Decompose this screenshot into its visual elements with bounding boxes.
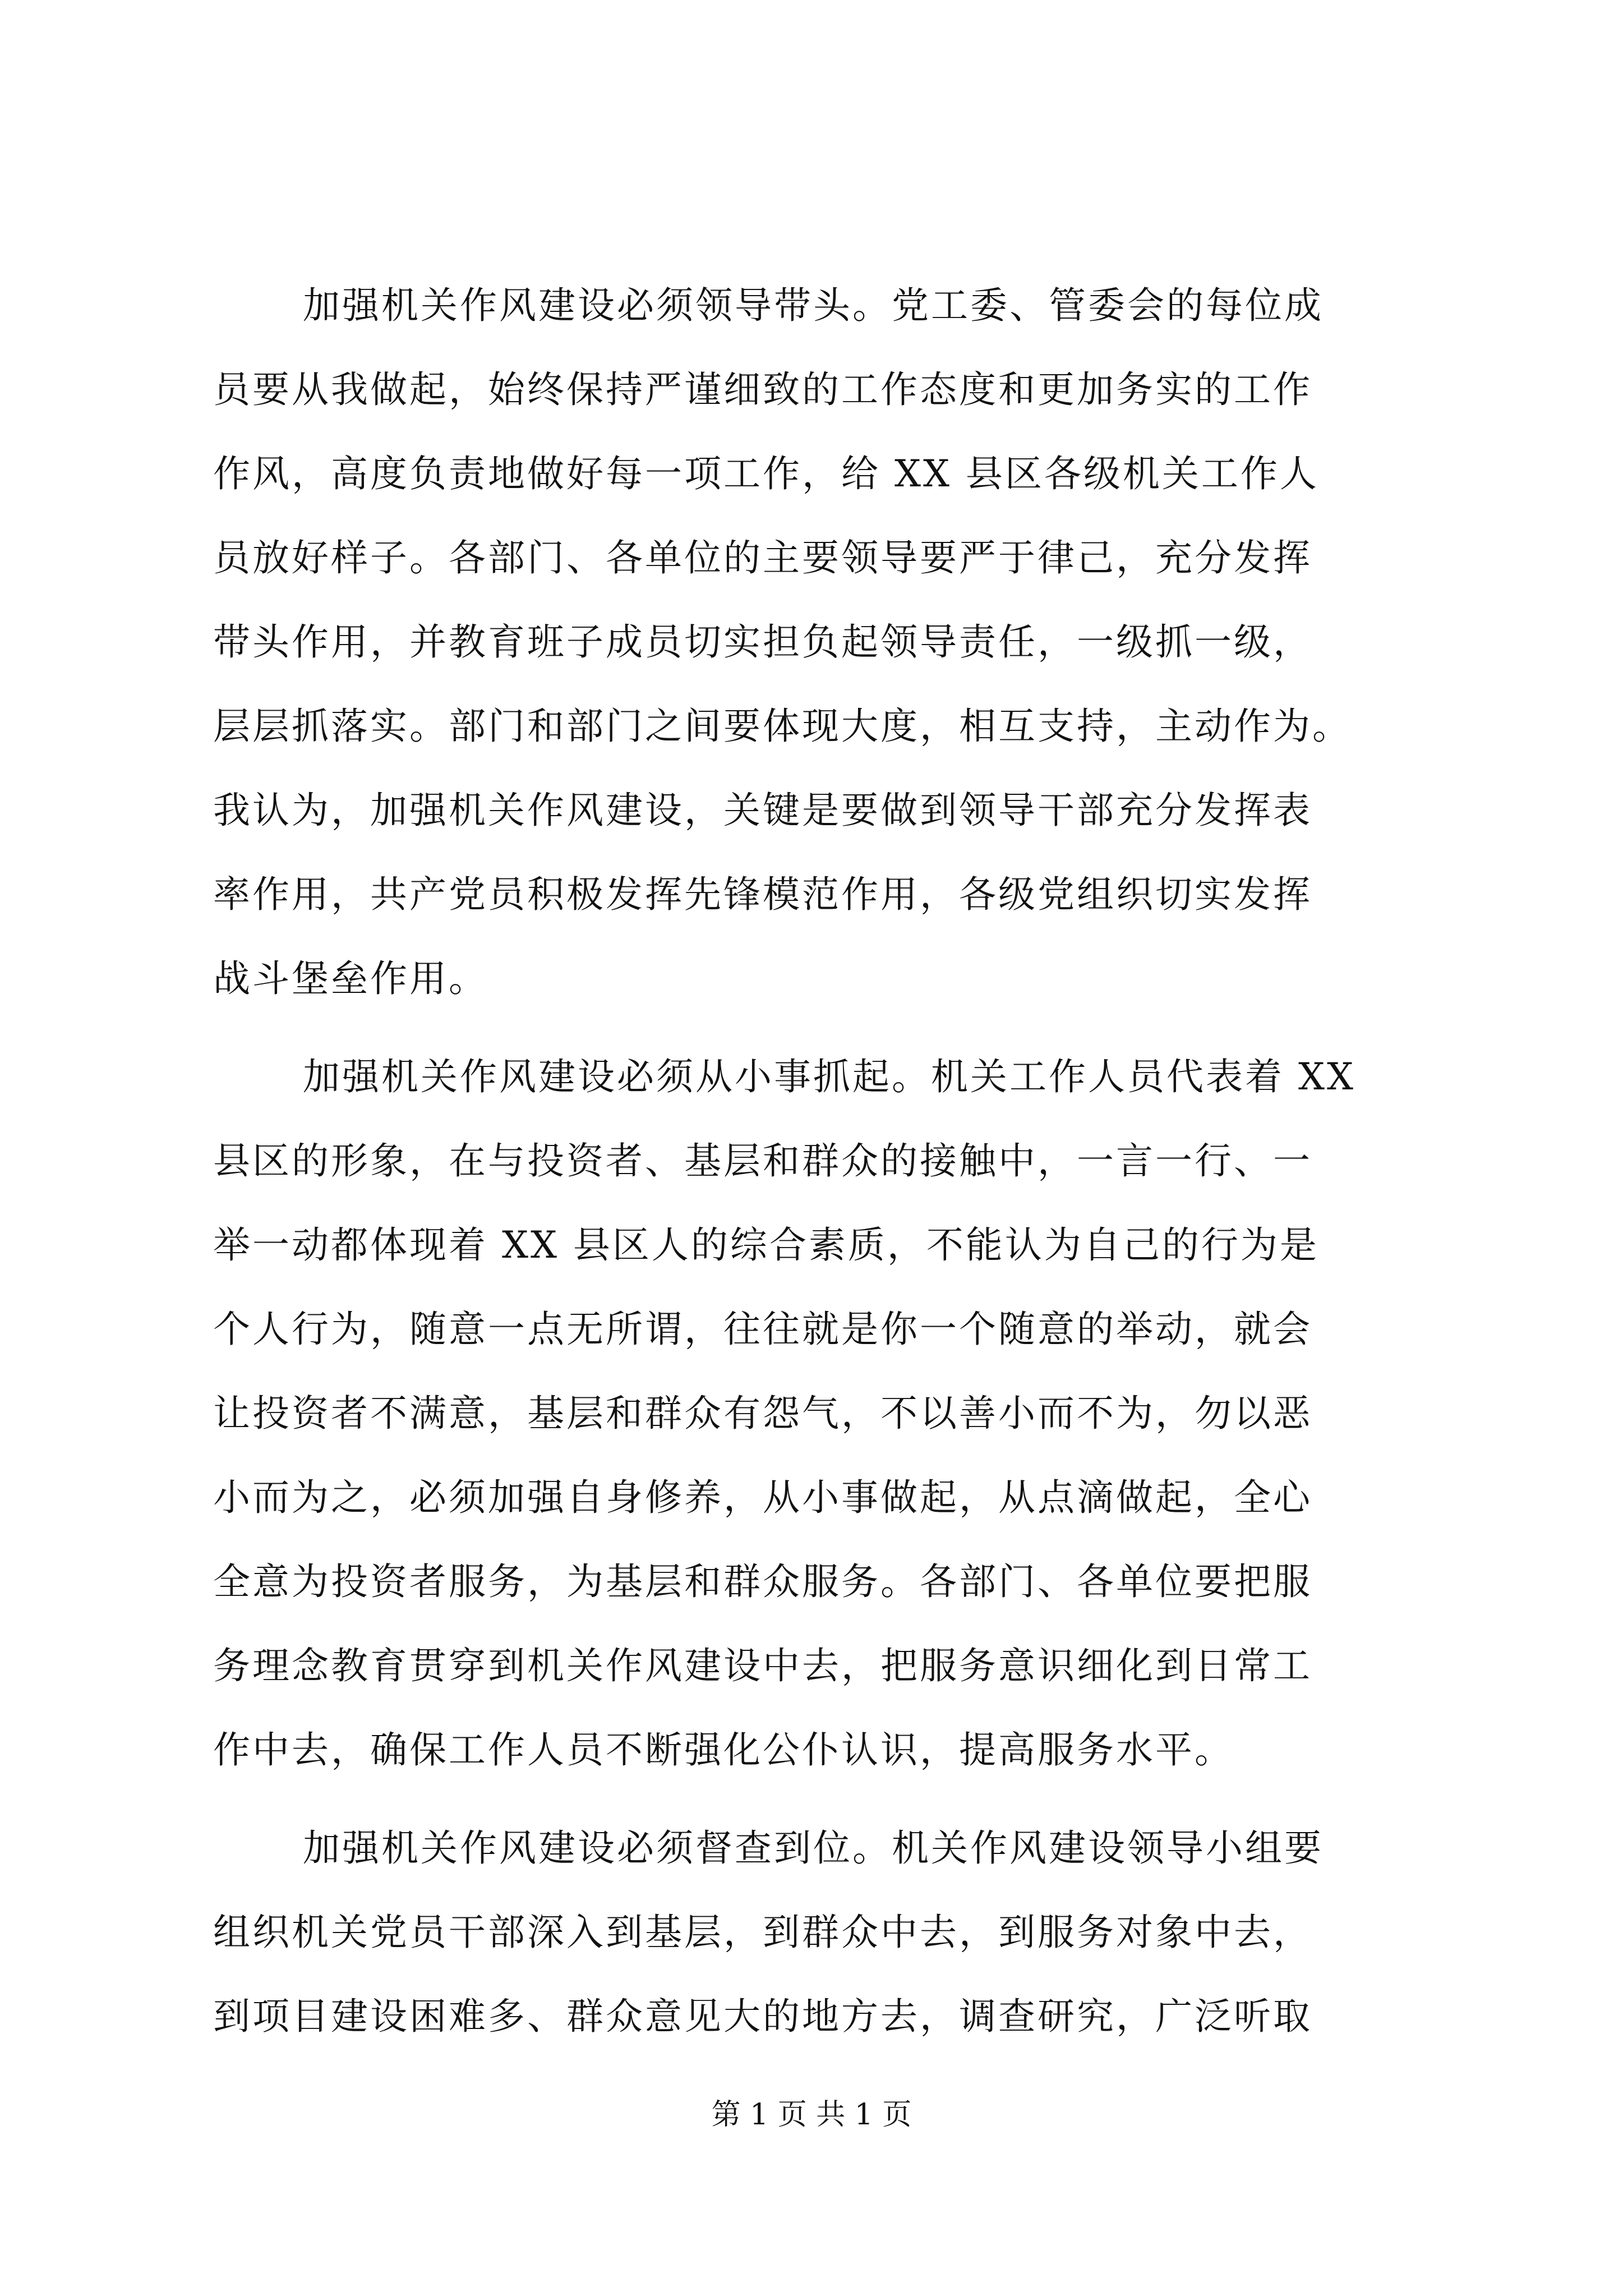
text-line: 小而为之，必须加强自身修养，从小事做起，从点滴做起，全心 [213, 1476, 1312, 1519]
text-line: 个人行为，随意一点无所谓，往往就是你一个随意的举动，就会 [213, 1308, 1312, 1351]
text-line: 务理念教育贯穿到机关作风建设中去，把服务意识细化到日常工 [213, 1644, 1312, 1687]
text-line: 作中去，确保工作人员不断强化公仆认识，提高服务水平。 [213, 1728, 1234, 1772]
text-line: 全意为投资者服务，为基层和群众服务。各部门、各单位要把服 [213, 1560, 1312, 1603]
text-line: 组织机关党员干部深入到基层，到群众中去，到服务对象中去， [213, 1911, 1312, 1954]
text-line: 层层抓落实。部门和部门之间要体现大度，相互支持，主动作为。 [213, 705, 1352, 748]
text-line: 带头作用，并教育班子成员切实担负起领导责任，一级抓一级， [213, 620, 1312, 664]
text-line: 我认为，加强机关作风建设，关键是要做到领导干部充分发挥表 [213, 789, 1312, 832]
text-line: 作风，高度负责地做好每一项工作，给 XX 县区各级机关工作人 [213, 452, 1319, 495]
text-line: 到项目建设困难多、群众意见大的地方去，调查研究，广泛听取 [213, 1995, 1312, 2038]
text-line: 员放好样子。各部门、各单位的主要领导要严于律己，充分发挥 [213, 536, 1312, 579]
text-line: 加强机关作风建设必须督查到位。机关作风建设领导小组要 [303, 1826, 1324, 1870]
text-line: 员要从我做起，始终保持严谨细致的工作态度和更加务实的工作 [213, 368, 1312, 411]
text-line: 县区的形象，在与投资者、基层和群众的接触中，一言一行、一 [213, 1139, 1312, 1182]
page-footer: 第 1 页 共 1 页 [711, 2098, 912, 2132]
text-line: 加强机关作风建设必须领导带头。党工委、管委会的每位成 [303, 284, 1324, 327]
text-line: 举一动都体现着 XX 县区人的综合素质，不能认为自己的行为是 [213, 1223, 1319, 1267]
text-line: 让投资者不满意，基层和群众有怨气，不以善小而不为，勿以恶 [213, 1392, 1312, 1435]
text-line: 战斗堡垒作用。 [213, 957, 488, 1000]
text-line: 率作用，共产党员积极发挥先锋模范作用，各级党组织切实发挥 [213, 873, 1312, 916]
text-line: 加强机关作风建设必须从小事抓起。机关工作人员代表着 XX [303, 1055, 1355, 1098]
